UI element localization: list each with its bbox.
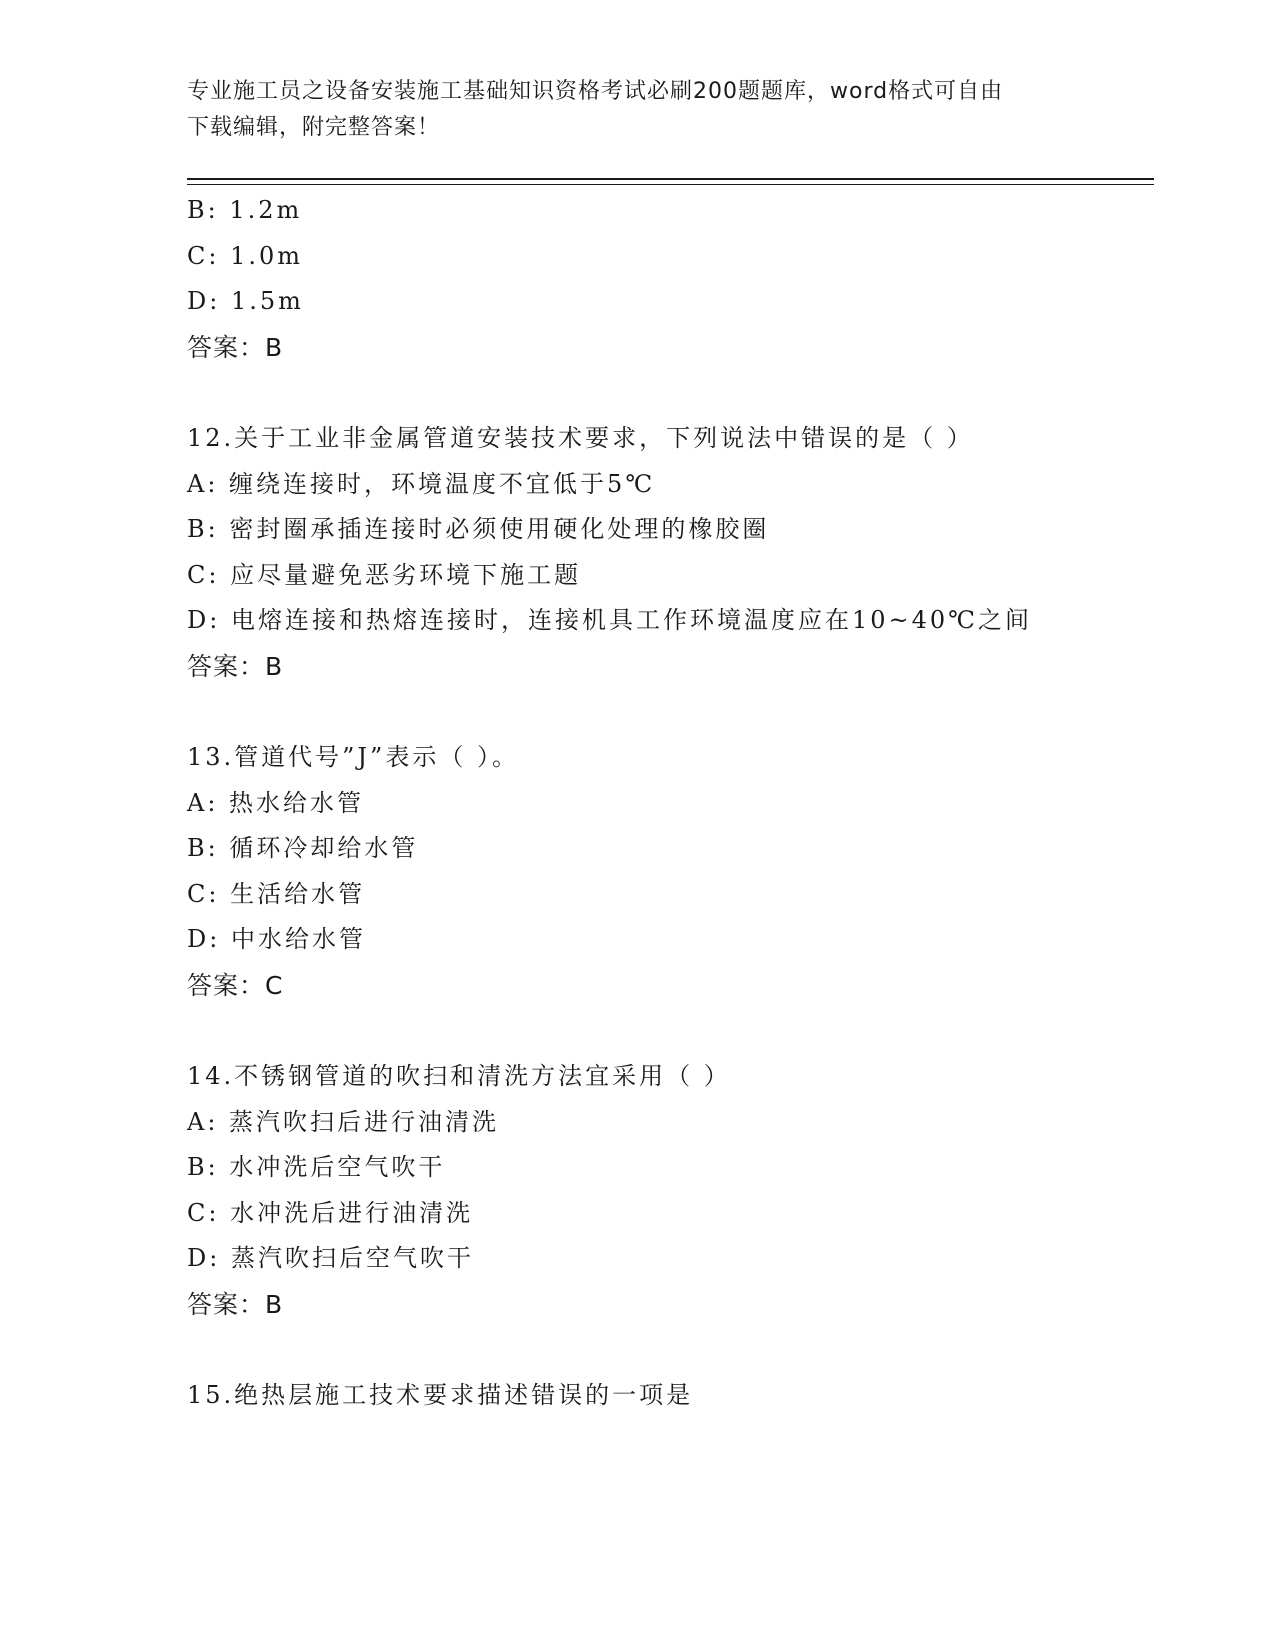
header-line-1: 专业施工员之设备安装施工基础知识资格考试必刷200题题库，word格式可自由 — [187, 79, 1004, 104]
header-line-2: 下载编辑，附完整答案！ — [187, 115, 441, 140]
option-d: D: 电熔连接和热熔连接时，连接机具工作环境温度应在10~40℃之间 — [187, 606, 1032, 634]
answer: 答案：B — [187, 1289, 284, 1319]
option-b: B: 1.2m — [187, 196, 303, 224]
spacer — [187, 1008, 1147, 1054]
question-list — [187, 188, 1147, 1419]
option-c: C: 1.0m — [187, 241, 304, 270]
option-a: A: 缠绕连接时，环境温度不宜低于5℃ — [187, 469, 656, 498]
question-11-tail — [187, 188, 1147, 370]
spacer — [187, 370, 1147, 416]
option-d: D: 中水给水管 — [187, 925, 366, 953]
question-text: 15.绝热层施工技术要求描述错误的一项是 — [187, 1381, 694, 1409]
question-12 — [187, 416, 1147, 689]
option-c: C: 应尽量避免恶劣环境下施工题 — [187, 560, 582, 589]
question-text: 12.关于工业非金属管道安装技术要求，下列说法中错误的是（ ） — [187, 424, 974, 452]
option-c: C: 水冲洗后进行油清洗 — [187, 1198, 474, 1227]
option-d: D: 蒸汽吹扫后空气吹干 — [187, 1244, 474, 1272]
option-b: B: 水冲洗后空气吹干 — [187, 1153, 446, 1181]
option-d: D: 1.5m — [187, 287, 304, 315]
answer: 答案：B — [187, 651, 284, 681]
header-divider-thick — [187, 178, 1154, 180]
question-text: 14.不锈钢管道的吹扫和清洗方法宜采用（ ） — [187, 1062, 731, 1090]
question-text: 13.管道代号”J”表示（ ）。 — [187, 743, 519, 771]
document-header — [187, 74, 1087, 146]
option-b: B: 循环冷却给水管 — [187, 834, 419, 862]
option-c: C: 生活给水管 — [187, 879, 366, 908]
header-divider-thin — [187, 184, 1154, 185]
option-a: A: 热水给水管 — [187, 788, 365, 817]
option-b: B: 密封圈承插连接时必须使用硬化处理的橡胶圈 — [187, 515, 770, 543]
spacer — [187, 1327, 1147, 1373]
question-14 — [187, 1054, 1147, 1327]
question-15 — [187, 1373, 1147, 1419]
question-13 — [187, 735, 1147, 1008]
option-a: A: 蒸汽吹扫后进行油清洗 — [187, 1107, 500, 1136]
answer: 答案：B — [187, 332, 284, 362]
spacer — [187, 689, 1147, 735]
answer: 答案：C — [187, 970, 284, 1000]
